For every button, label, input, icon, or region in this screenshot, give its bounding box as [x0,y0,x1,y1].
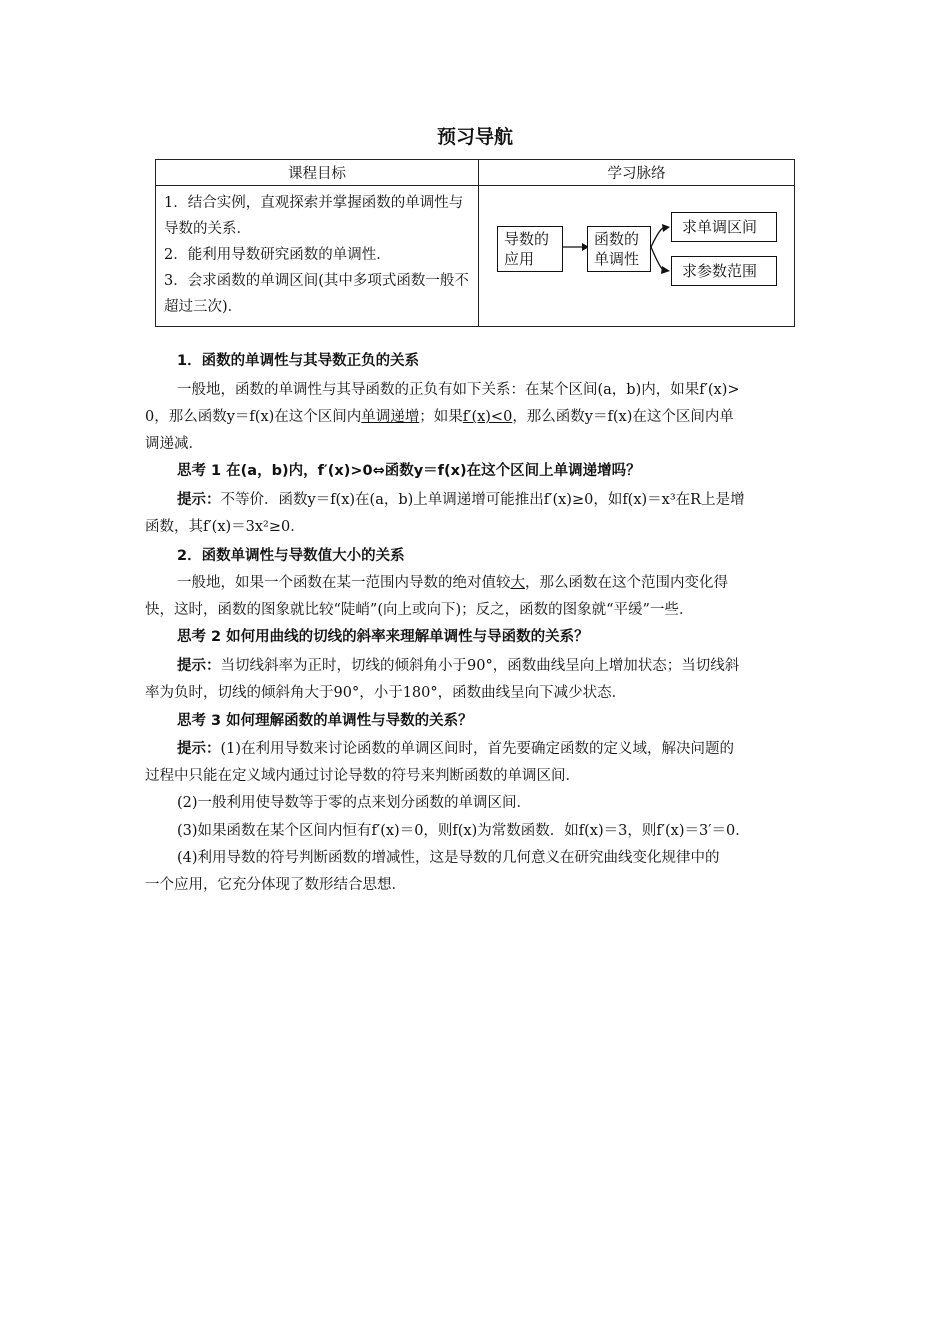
section-heading: 2．函数单调性与导数值大小的关系 [177,548,405,564]
goal-item: 2．能利用导数研究函数的单调性． [164,247,391,263]
hint-line: 过程中只能在定义域内通过讨论导数的符号来判断函数的单调区间． [145,768,580,784]
underlined-term: 大 [510,575,525,591]
course-table [155,159,795,327]
hint-line: (2)一般利用使导数等于零的点来划分函数的单调区间． [177,795,532,811]
think-question: 思考 2 如何用曲线的切线的斜率来理解单调性与导函数的关系？ [177,629,589,645]
flow-header: 学习脉络 [479,160,795,186]
hint-line: (4)利用导数的符号判断函数的增减性，这是导数的几何意义在研究曲线变化规律中的 [177,850,720,866]
paragraph-line: 0，那么函数y＝f(x)在这个区间内单调递增；如果f′(x)<0，那么函数y＝f(x)在这个区间内单 [145,409,734,425]
hint-line: 提示：不等价．函数y＝f(x)在(a，b)上单调递增可能推出f′(x)≥0，如f(x)＝x³在R上是增 [177,492,745,508]
paragraph-line: 调递减． [145,436,203,452]
flow-box-find-intervals: 求单调区间 [671,212,777,242]
think-question: 思考 1 在(a，b)内，f′(x)>0⇔函数y＝f(x)在这个区间上单调递增吗？ [177,463,641,479]
hint-label: 提示： [177,492,221,508]
hint-line: 提示：(1)在利用导数来讨论函数的单调区间时，首先要确定函数的定义域，解决问题的 [177,741,735,757]
hint-line: (3)如果函数在某个区间内恒有f′(x)＝0，则f(x)为常数函数．如f(x)＝3，则f′(x)＝3′＝0． [177,823,750,839]
hint-label: 提示： [177,658,221,674]
page-title: 预习导航 [436,126,513,148]
section-heading: 1．函数的单调性与其导数正负的关系 [177,353,420,369]
flow-cell [479,186,795,327]
flow-box-find-parameter: 求参数范围 [671,256,777,286]
goals-header: 课程目标 [156,160,479,186]
flow-box-monotonicity: 函数的单调性 [587,226,651,272]
hint-line: 率为负时，切线的倾斜角大于90°，小于180°，函数曲线呈向下减少状态． [145,685,627,701]
paragraph-line: 一般地，函数的单调性与其导函数的正负有如下关系：在某个区间(a，b)内，如果f′(x)> [177,382,740,398]
underlined-term: 单调递增 [361,409,420,425]
underlined-term: f′(x)<0 [462,409,513,425]
think-question: 思考 3 如何理解函数的单调性与导数的关系？ [177,713,473,729]
goal-item: 1．结合实例，直观探索并掌握函数的单调性与导数的关系． [164,195,464,237]
hint-line: 提示：当切线斜率为正时，切线的倾斜角小于90°，函数曲线呈向上增加状态；当切线斜 [177,658,740,674]
paragraph-line: 快，这时，函数的图象就比较“陡峭”(向上或向下)；反之，函数的图象就“平缓”一些． [145,602,694,618]
hint-label: 提示： [177,741,221,757]
hint-line: 一个应用，它充分体现了数形结合思想． [145,877,406,893]
goals-cell [156,186,479,327]
hint-line: 函数，其f′(x)＝3x²≥0． [145,519,305,535]
flow-box-derivative-application: 导数的应用 [497,226,563,272]
paragraph-line: 一般地，如果一个函数在某一范围内导数的绝对值较大，那么函数在这个范围内变化得 [177,575,728,591]
goal-item: 3．会求函数的单调区间(其中多项式函数一般不超过三次)． [164,273,469,315]
